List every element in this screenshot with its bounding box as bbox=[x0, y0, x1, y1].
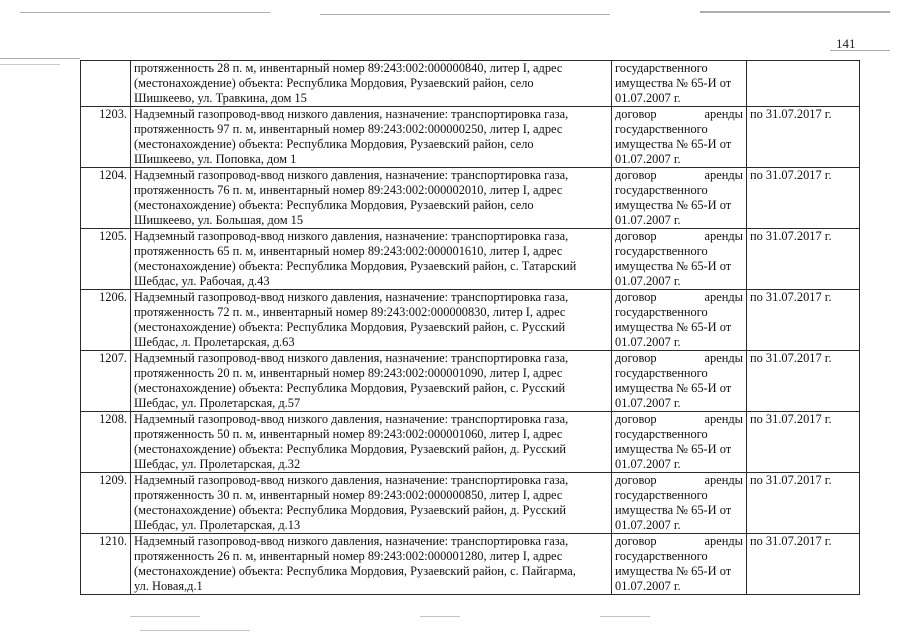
description-line: протяженность 72 п. м., инвентарный номер 89:243:002:000000830, литер I, адрес bbox=[134, 305, 566, 319]
object-description bbox=[131, 168, 612, 229]
lease-word: аренды bbox=[704, 107, 743, 121]
description-line: Надземный газопровод-ввод низкого давления, назначение: транспортировка газа, bbox=[134, 229, 569, 243]
contract-type-line bbox=[615, 473, 743, 488]
object-description bbox=[131, 351, 612, 412]
legal-basis bbox=[612, 168, 747, 229]
table-row bbox=[81, 473, 860, 534]
basis-line: имущества № 65-И от bbox=[615, 442, 732, 456]
description-line: Надземный газопровод-ввод низкого давления, назначение: транспортировка газа, bbox=[134, 107, 569, 121]
lease-term: по 31.07.2017 г. bbox=[747, 534, 860, 595]
description-line: Надземный газопровод-ввод низкого давления, назначение: транспортировка газа, bbox=[134, 412, 569, 426]
basis-line: имущества № 65-И от bbox=[615, 503, 732, 517]
legal-basis bbox=[612, 473, 747, 534]
description-line: Надземный газопровод-ввод низкого давления, назначение: транспортировка газа, bbox=[134, 168, 569, 182]
description-line: протяженность 26 п. м, инвентарный номер 89:243:002:000001280, литер I, адрес bbox=[134, 549, 563, 563]
basis-line: 01.07.2007 г. bbox=[615, 274, 681, 288]
basis-line: государственного bbox=[615, 549, 708, 563]
lease-term: по 31.07.2017 г. bbox=[747, 351, 860, 412]
scan-artifact bbox=[140, 630, 250, 631]
legal-basis bbox=[612, 534, 747, 595]
lease-word: аренды bbox=[704, 168, 743, 182]
lease-word: аренды bbox=[704, 351, 743, 365]
basis-line: имущества № 65-И от bbox=[615, 320, 732, 334]
contract-type-line bbox=[615, 229, 743, 244]
basis-line: 01.07.2007 г. bbox=[615, 518, 681, 532]
object-description bbox=[131, 412, 612, 473]
legal-basis bbox=[612, 61, 747, 107]
legal-basis bbox=[612, 412, 747, 473]
description-line: (местонахождение) объекта: Республика Мордовия, Рузаевский район, д. Русский bbox=[134, 503, 566, 517]
description-line: Шебдас, л. Пролетарская, д.63 bbox=[134, 335, 295, 349]
basis-line: государственного bbox=[615, 305, 708, 319]
contract-type-line bbox=[615, 412, 743, 427]
description-line: Шишкеево, ул. Травкина, дом 15 bbox=[134, 91, 307, 105]
property-registry-table bbox=[80, 60, 860, 595]
description-line: ул. Новая,д.1 bbox=[134, 579, 203, 593]
lease-term: по 31.07.2017 г. bbox=[747, 473, 860, 534]
lease-word: аренды bbox=[704, 412, 743, 426]
basis-line: имущества № 65-И от bbox=[615, 76, 732, 90]
contract-word: договор bbox=[615, 412, 657, 426]
row-number bbox=[81, 61, 131, 107]
contract-word: договор bbox=[615, 534, 657, 548]
description-line: (местонахождение) объекта: Республика Мордовия, Рузаевский район, д. Русский bbox=[134, 442, 566, 456]
row-number: 1204. bbox=[81, 168, 131, 229]
description-line: Надземный газопровод-ввод низкого давления, назначение: транспортировка газа, bbox=[134, 290, 569, 304]
basis-line: имущества № 65-И от bbox=[615, 259, 732, 273]
lease-word: аренды bbox=[704, 290, 743, 304]
contract-word: договор bbox=[615, 168, 657, 182]
description-line: Надземный газопровод-ввод низкого давления, назначение: транспортировка газа, bbox=[134, 534, 569, 548]
table-row bbox=[81, 229, 860, 290]
contract-type-line bbox=[615, 351, 743, 366]
lease-term: по 31.07.2017 г. bbox=[747, 290, 860, 351]
basis-line: имущества № 65-И от bbox=[615, 564, 732, 578]
table-row bbox=[81, 107, 860, 168]
object-description bbox=[131, 229, 612, 290]
contract-word: договор bbox=[615, 473, 657, 487]
description-line: протяженность 30 п. м, инвентарный номер 89:243:002:000000850, литер I, адрес bbox=[134, 488, 563, 502]
table-row bbox=[81, 290, 860, 351]
description-line: протяженность 97 п. м, инвентарный номер 89:243:002:000000250, литер I, адрес bbox=[134, 122, 563, 136]
registry-rows bbox=[81, 61, 860, 595]
basis-line: государственного bbox=[615, 244, 708, 258]
table-row bbox=[81, 351, 860, 412]
description-line: протяженность 50 п. м, инвентарный номер 89:243:002:000001060, литер I, адрес bbox=[134, 427, 563, 441]
lease-word: аренды bbox=[704, 229, 743, 243]
scan-artifact bbox=[20, 12, 270, 13]
lease-term: по 31.07.2017 г. bbox=[747, 168, 860, 229]
description-line: Шебдас, ул. Пролетарская, д.13 bbox=[134, 518, 301, 532]
row-number: 1210. bbox=[81, 534, 131, 595]
basis-line: 01.07.2007 г. bbox=[615, 579, 681, 593]
row-number: 1207. bbox=[81, 351, 131, 412]
lease-term: по 31.07.2017 г. bbox=[747, 107, 860, 168]
legal-basis bbox=[612, 351, 747, 412]
legal-basis bbox=[612, 229, 747, 290]
description-line: (местонахождение) объекта: Республика Мордовия, Рузаевский район, село bbox=[134, 198, 534, 212]
row-number: 1205. bbox=[81, 229, 131, 290]
contract-word: договор bbox=[615, 290, 657, 304]
description-line: Шебдас, ул. Пролетарская, д.32 bbox=[134, 457, 301, 471]
description-line: протяженность 65 п. м, инвентарный номер 89:243:002:000001610, литер I, адрес bbox=[134, 244, 563, 258]
table-row bbox=[81, 168, 860, 229]
description-line: (местонахождение) объекта: Республика Мордовия, Рузаевский район, с. Русский bbox=[134, 381, 566, 395]
basis-line: имущества № 65-И от bbox=[615, 198, 732, 212]
lease-word: аренды bbox=[704, 473, 743, 487]
object-description bbox=[131, 534, 612, 595]
basis-line: 01.07.2007 г. bbox=[615, 335, 681, 349]
lease-word: аренды bbox=[704, 534, 743, 548]
lease-term: по 31.07.2017 г. bbox=[747, 412, 860, 473]
lease-term bbox=[747, 61, 860, 107]
basis-line: государственного bbox=[615, 183, 708, 197]
row-number: 1208. bbox=[81, 412, 131, 473]
scan-artifact bbox=[0, 64, 60, 65]
description-line: Шишкеево, ул. Большая, дом 15 bbox=[134, 213, 304, 227]
contract-type-line bbox=[615, 168, 743, 183]
contract-word: договор bbox=[615, 107, 657, 121]
object-description bbox=[131, 107, 612, 168]
description-line: (местонахождение) объекта: Республика Мордовия, Рузаевский район, село bbox=[134, 137, 534, 151]
basis-line: государственного bbox=[615, 427, 708, 441]
object-description bbox=[131, 61, 612, 107]
lease-term: по 31.07.2017 г. bbox=[747, 229, 860, 290]
legal-basis bbox=[612, 107, 747, 168]
description-line: протяженность 20 п. м, инвентарный номер 89:243:002:000001090, литер I, адрес bbox=[134, 366, 563, 380]
scan-artifact bbox=[130, 616, 200, 617]
table-row bbox=[81, 412, 860, 473]
basis-line: государственного bbox=[615, 61, 708, 75]
contract-type-line bbox=[615, 107, 743, 122]
contract-type-line bbox=[615, 534, 743, 549]
description-line: Надземный газопровод-ввод низкого давления, назначение: транспортировка газа, bbox=[134, 473, 569, 487]
basis-line: 01.07.2007 г. bbox=[615, 213, 681, 227]
row-number: 1206. bbox=[81, 290, 131, 351]
basis-line: имущества № 65-И от bbox=[615, 381, 732, 395]
basis-line: государственного bbox=[615, 488, 708, 502]
scan-artifact bbox=[320, 14, 610, 15]
row-number: 1203. bbox=[81, 107, 131, 168]
basis-line: государственного bbox=[615, 366, 708, 380]
scan-artifact bbox=[600, 616, 650, 617]
description-line: (местонахождение) объекта: Республика Мордовия, Рузаевский район, с. Татарский bbox=[134, 259, 577, 273]
description-line: Шебдас, ул. Рабочая, д.43 bbox=[134, 274, 270, 288]
basis-line: 01.07.2007 г. bbox=[615, 152, 681, 166]
description-line: (местонахождение) объекта: Республика Мордовия, Рузаевский район, село bbox=[134, 76, 534, 90]
description-line: протяженность 28 п. м, инвентарный номер 89:243:002:000000840, литер I, адрес bbox=[134, 61, 563, 75]
object-description bbox=[131, 473, 612, 534]
contract-type-line bbox=[615, 290, 743, 305]
basis-line: имущества № 65-И от bbox=[615, 137, 732, 151]
object-description bbox=[131, 290, 612, 351]
description-line: Шебдас, ул. Пролетарская, д.57 bbox=[134, 396, 301, 410]
basis-line: государственного bbox=[615, 122, 708, 136]
table-row bbox=[81, 534, 860, 595]
row-number: 1209. bbox=[81, 473, 131, 534]
contract-word: договор bbox=[615, 229, 657, 243]
basis-line: 01.07.2007 г. bbox=[615, 457, 681, 471]
table-row bbox=[81, 61, 860, 107]
description-line: (местонахождение) объекта: Республика Мордовия, Рузаевский район, с. Пайгарма, bbox=[134, 564, 576, 578]
description-line: Шишкеево, ул. Поповка, дом 1 bbox=[134, 152, 297, 166]
contract-word: договор bbox=[615, 351, 657, 365]
basis-line: 01.07.2007 г. bbox=[615, 396, 681, 410]
scan-artifact bbox=[0, 58, 80, 59]
description-line: Надземный газопровод-ввод низкого давления, назначение: транспортировка газа, bbox=[134, 351, 569, 365]
basis-line: 01.07.2007 г. bbox=[615, 91, 681, 105]
legal-basis bbox=[612, 290, 747, 351]
scan-artifact bbox=[700, 11, 890, 13]
description-line: (местонахождение) объекта: Республика Мордовия, Рузаевский район, с. Русский bbox=[134, 320, 566, 334]
page-number: 141 bbox=[836, 36, 856, 51]
description-line: протяженность 76 п. м, инвентарный номер 89:243:002:000002010, литер I, адрес bbox=[134, 183, 563, 197]
scan-artifact bbox=[420, 616, 460, 617]
